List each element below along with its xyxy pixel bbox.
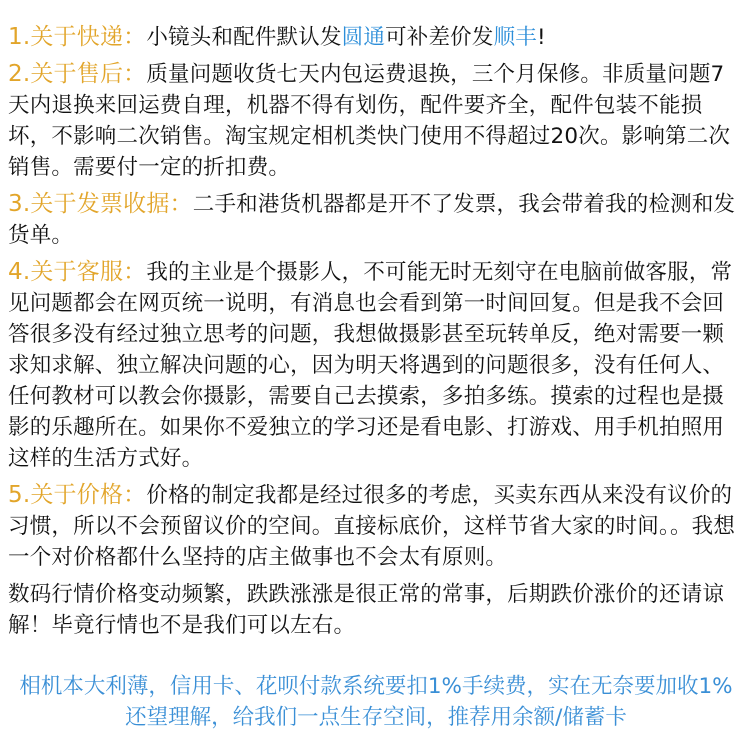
section-after-sales [8, 59, 744, 183]
section-heading: 5.关于价格： [8, 482, 147, 508]
section-text: 可补差价发 [385, 25, 494, 50]
section-text: 价格的制定我都是经过很多的考虑，买卖东西从来没有议价的习惯，所以不会预留议价的空间。直接标底价，这样节省大家的时间。。我想一个对价格都什么坚持的店主做事也不会太有原则。 [8, 483, 736, 570]
section-shipping [8, 22, 744, 53]
courier-name-sf: 顺丰 [493, 25, 537, 50]
section-invoice [8, 189, 744, 251]
section-price [8, 480, 744, 573]
section-heading: 2.关于售后： [8, 61, 147, 87]
section-text: ! [537, 25, 546, 50]
store-policy-notice [8, 22, 744, 733]
section-text: 小镜头和配件默认发 [146, 25, 342, 50]
section-text: 二手和港货机器都是开不了发票，我会带着我的检测和发货单。 [8, 192, 736, 248]
section-heading: 3.关于发票收据： [8, 191, 193, 217]
section-customer-service [8, 257, 744, 474]
payment-fee-line: 相机本大利薄，信用卡、花呗付款系统要扣1%手续费，实在无奈要加收1% [19, 674, 733, 699]
price-fluctuation-note: 数码行情价格变动频繁，跌跌涨涨是很正常的常事，后期跌价涨价的还请谅解！毕竟行情也不是我们可以左右。 [8, 582, 725, 638]
section-text: 质量问题收货七天内包运费退换，三个月保修。非质量问题7天内退换来回运费自理，机器不得有划伤，配件要齐全，配件包装不能损坏，不影响二次销售。淘宝规定相机类快门使用不得超过20次。影响第二次销售。需要付一定的折扣费。 [8, 62, 731, 180]
payment-fee-notice [8, 671, 744, 733]
courier-name-yto: 圆通 [341, 25, 386, 50]
section-text: 我的主业是个摄影人，不可能无时无刻守在电脑前做客服，常见问题都会在网页统一说明，有消息也会看到第一时间回复。但是我不会回答很多没有经过独立思考的问题，我想做摄影甚至玩转单反，绝对需要一颗求知求解、独立解决问题的心，因为明天将遇到的问题很多，没有任何人、任何教材可以教会你摄影，需要自己去摸索，多拍多练。摸索的过程也是摄影的乐趣所在。如果你不爱独立的学习还是看电影、打游戏、用手机拍照用这样的生活方式好。 [8, 260, 733, 471]
payment-recommendation-line: 还望理解，给我们一点生存空间，推荐用余额/储蓄卡 [125, 705, 627, 730]
section-heading: 4.关于客服： [8, 259, 147, 285]
section-heading: 1.关于快递： [8, 24, 147, 50]
